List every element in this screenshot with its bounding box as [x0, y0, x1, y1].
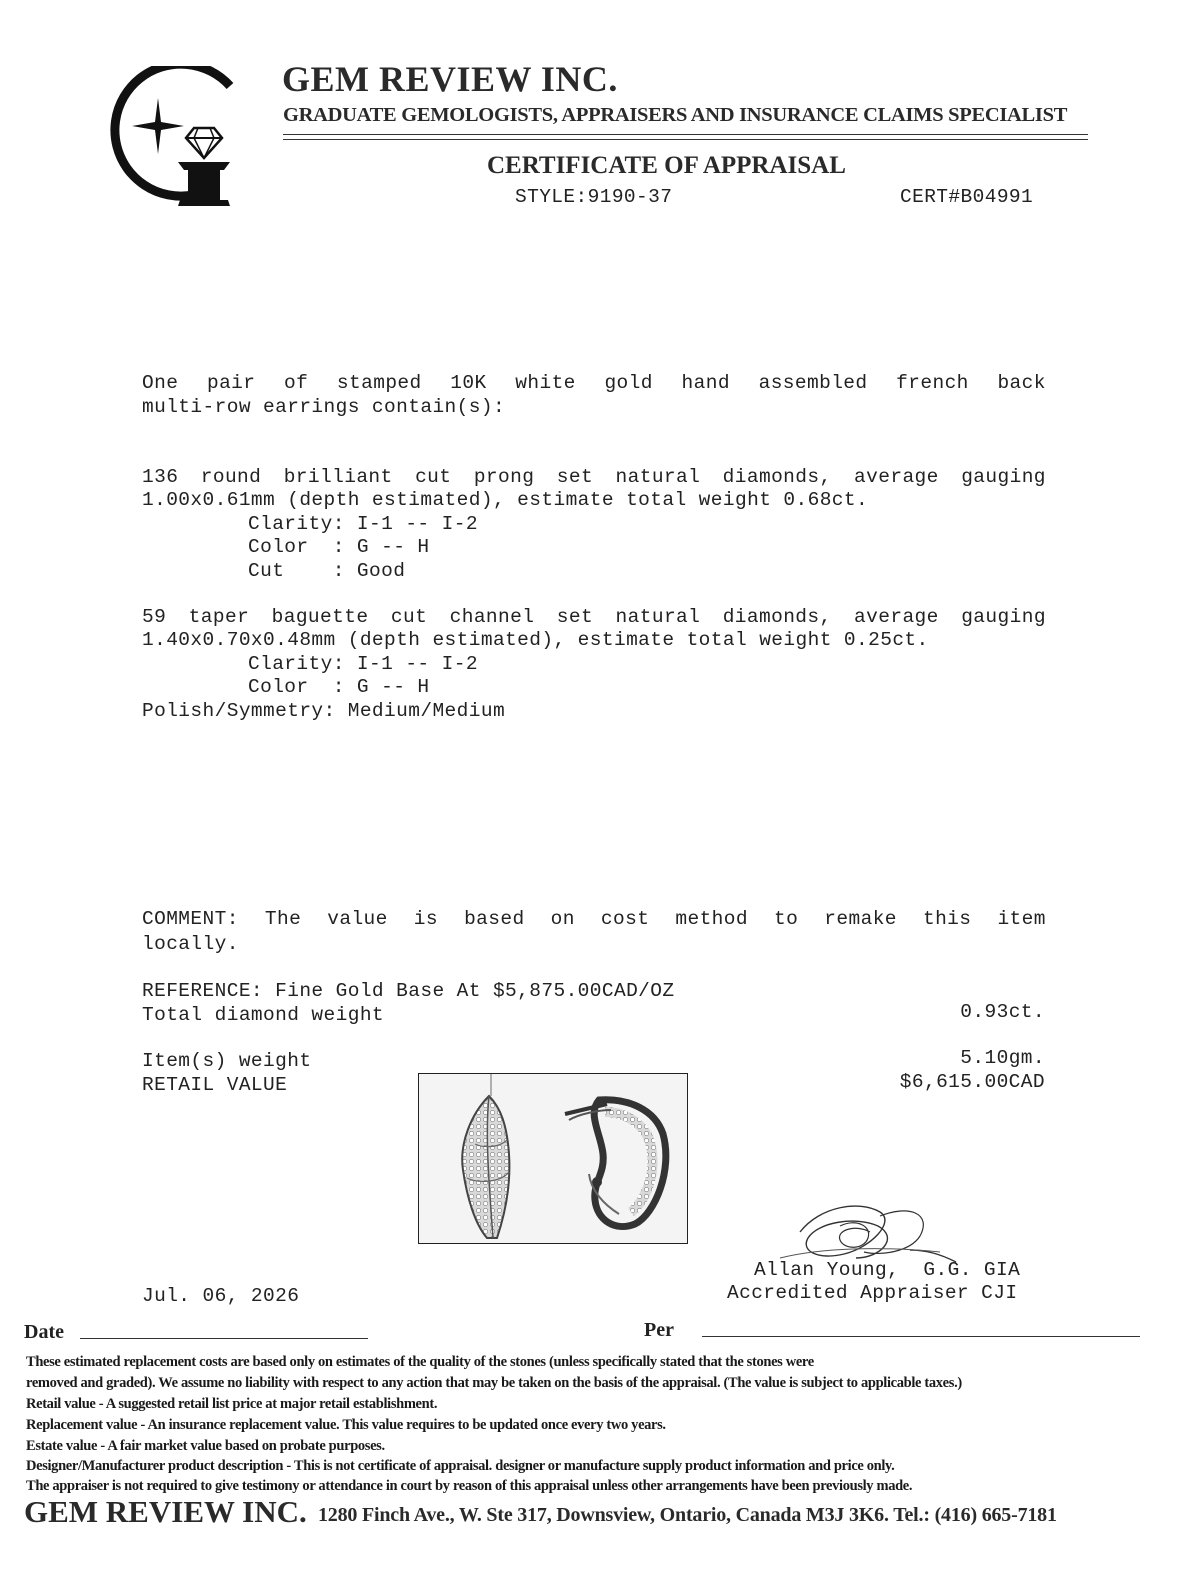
baguette-word: channel — [449, 606, 535, 628]
comment-word: item — [997, 908, 1046, 930]
comment-word: to — [774, 908, 799, 930]
baguette-word: cut — [390, 606, 428, 628]
earrings-photo — [418, 1073, 688, 1244]
per-line — [702, 1336, 1140, 1337]
appraiser-credential: Accredited Appraiser CJI — [727, 1282, 1018, 1304]
intro-word: of — [284, 372, 309, 394]
intro-word: hand — [681, 372, 730, 394]
per-label: Per — [644, 1319, 674, 1341]
round-word: gauging — [961, 466, 1046, 488]
item-weight-value: 5.10gm. — [960, 1047, 1045, 1069]
footer-company-name: GEM REVIEW INC. — [24, 1494, 307, 1529]
comment-line-2: locally. — [142, 933, 239, 955]
baguette-color: Color : G -- H — [248, 676, 430, 698]
reference-line: REFERENCE: Fine Gold Base At $5,875.00CAD/OZ — [142, 980, 675, 1002]
appraisal-date: Jul. 06, 2026 — [142, 1285, 300, 1307]
intro-line-2: multi-row earrings contain(s): — [142, 396, 506, 418]
round-word: 136 — [142, 466, 179, 488]
intro-word: gold — [604, 372, 653, 394]
round-word: diamonds, — [722, 466, 832, 488]
baguette-word: natural — [615, 606, 701, 628]
fine-print-2: removed and graded). We assume no liability with respect to any action that may be taken on the basis of the appraisal. (The value is subject to applicable taxes.) — [26, 1375, 962, 1391]
round-word: natural — [615, 466, 701, 488]
baguette-word: diamonds, — [722, 606, 832, 628]
baguette-word: average — [854, 606, 939, 628]
fine-print-4: Replacement value - An insurance replacement value. This value requires to be updated once every two years. — [26, 1417, 666, 1433]
fine-print-6: Designer/Manufacturer product description - This is not certificate of appraisal. designer or manufacture supply product information and price only. — [26, 1458, 895, 1474]
comment-word: method — [675, 908, 748, 930]
comment-word: cost — [600, 908, 650, 930]
certificate-title: CERTIFICATE OF APPRAISAL — [487, 152, 846, 179]
company-logo — [98, 66, 238, 208]
retail-value-amount: $6,615.00CAD — [899, 1071, 1045, 1093]
round-diamonds-line-2: 1.00x0.61mm (depth estimated), estimate total weight 0.68ct. — [142, 489, 869, 511]
baguette-word: 59 — [142, 606, 167, 628]
baguette-clarity: Clarity: I-1 -- I-2 — [248, 653, 478, 675]
round-word: round — [200, 466, 262, 488]
baguette-word: set — [556, 606, 594, 628]
polish-symmetry: Polish/Symmetry: Medium/Medium — [142, 700, 506, 722]
fine-print-5: Estate value - A fair market value based on probate purposes. — [26, 1438, 385, 1454]
round-word: prong — [473, 466, 535, 488]
baguette-word: taper — [188, 606, 250, 628]
round-color: Color : G -- H — [248, 536, 430, 558]
cert-number: CERT#B04991 — [900, 186, 1034, 208]
round-word: brilliant — [283, 466, 393, 488]
comment-line-1 — [142, 908, 1046, 930]
date-label: Date — [24, 1321, 64, 1343]
round-cut: Cut : Good — [248, 560, 406, 582]
round-word: cut — [415, 466, 452, 488]
comment-word: this — [922, 908, 972, 930]
comment-word: value — [327, 908, 388, 930]
intro-word: 10K — [450, 372, 487, 394]
baguette-diamonds-line-2: 1.40x0.70x0.48mm (depth estimated), estimate total weight 0.25ct. — [142, 629, 929, 651]
intro-word: stamped — [336, 372, 422, 394]
company-name: GEM REVIEW INC. — [282, 59, 618, 99]
comment-word: is — [413, 908, 439, 930]
intro-word: white — [515, 372, 576, 394]
fine-print-3: Retail value - A suggested retail list price at major retail establishment. — [26, 1396, 438, 1412]
item-weight-label: Item(s) weight — [142, 1050, 312, 1072]
intro-word: One — [142, 372, 179, 394]
comment-word: The — [264, 908, 302, 930]
baguette-word: baguette — [271, 606, 369, 628]
baguette-diamonds-line-1 — [142, 606, 1046, 628]
header-rule-top — [283, 134, 1088, 135]
baguette-word: gauging — [961, 606, 1046, 628]
intro-line-1 — [142, 372, 1046, 394]
style-number: STYLE:9190-37 — [515, 186, 673, 208]
footer-address: 1280 Finch Ave., W. Ste 317, Downsview, Ontario, Canada M3J 3K6. Tel.: (416) 665-7181 — [318, 1504, 1057, 1526]
intro-word: pair — [206, 372, 256, 394]
comment-word: remake — [824, 908, 897, 930]
round-word: average — [854, 466, 939, 488]
total-diamond-label: Total diamond weight — [142, 1004, 385, 1026]
total-diamond-value: 0.93ct. — [960, 1001, 1045, 1023]
earrings-image — [419, 1074, 687, 1243]
intro-word: french — [896, 372, 969, 394]
fine-print-7: The appraiser is not required to give testimony or attendance in court by reason of this appraisal unless other arrangements have been previously made. — [26, 1478, 913, 1494]
diamond-pedestal-logo-icon — [98, 66, 238, 208]
intro-word: assembled — [758, 372, 868, 394]
round-clarity: Clarity: I-1 -- I-2 — [248, 513, 478, 535]
round-diamonds-line-1 — [142, 466, 1046, 488]
header-rule-bottom — [283, 139, 1088, 140]
company-tagline: GRADUATE GEMOLOGISTS, APPRAISERS AND INSURANCE CLAIMS SPECIALIST — [283, 104, 1068, 126]
retail-value-label: RETAIL VALUE — [142, 1074, 288, 1096]
intro-word: back — [997, 372, 1046, 394]
comment-word: COMMENT: — [142, 908, 239, 930]
date-line — [80, 1338, 368, 1339]
round-word: set — [556, 466, 594, 488]
comment-word: on — [550, 908, 575, 930]
appraiser-name: Allan Young, G.G. GIA — [754, 1259, 1021, 1281]
fine-print-1: These estimated replacement costs are based only on estimates of the quality of the stones (unless specifically stated that the stones were — [26, 1354, 814, 1370]
comment-word: based — [464, 908, 525, 930]
